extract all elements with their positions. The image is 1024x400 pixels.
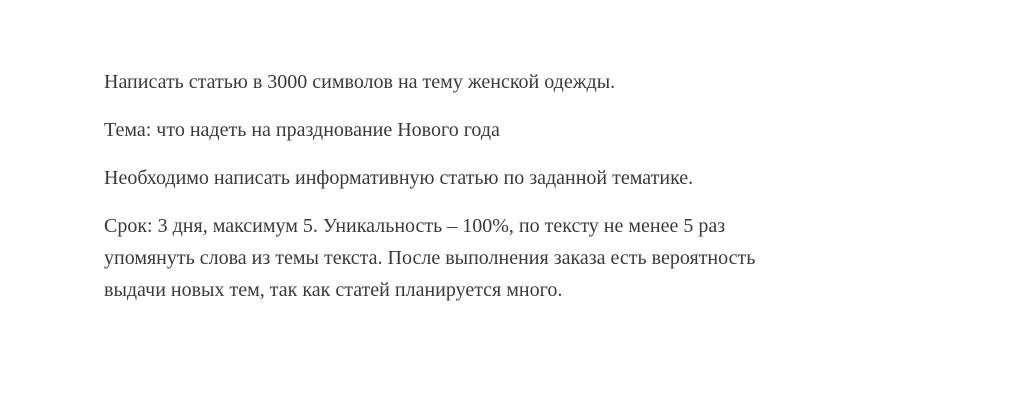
- paragraph-topic: [104, 114, 984, 146]
- paragraph-deadline: [104, 210, 984, 306]
- paragraph-task: [104, 66, 984, 98]
- paragraph-line: Написать статью в 3000 символов на тему женской одежды.: [104, 71, 616, 93]
- paragraph-line: Срок: 3 дня, максимум 5. Уникальность – 100%, по тексту не менее 5 раз: [104, 215, 726, 237]
- paragraph-line: Тема: что надеть на празднование Нового года: [104, 119, 500, 141]
- document-body: [104, 66, 984, 322]
- paragraph-line: выдачи новых тем, так как статей планируется много.: [104, 279, 563, 301]
- paragraph-requirement: [104, 162, 984, 194]
- paragraph-line: Необходимо написать информативную статью по заданной тематике.: [104, 167, 694, 189]
- paragraph-line: упомянуть слова из темы текста. После выполнения заказа есть вероятность: [104, 247, 756, 269]
